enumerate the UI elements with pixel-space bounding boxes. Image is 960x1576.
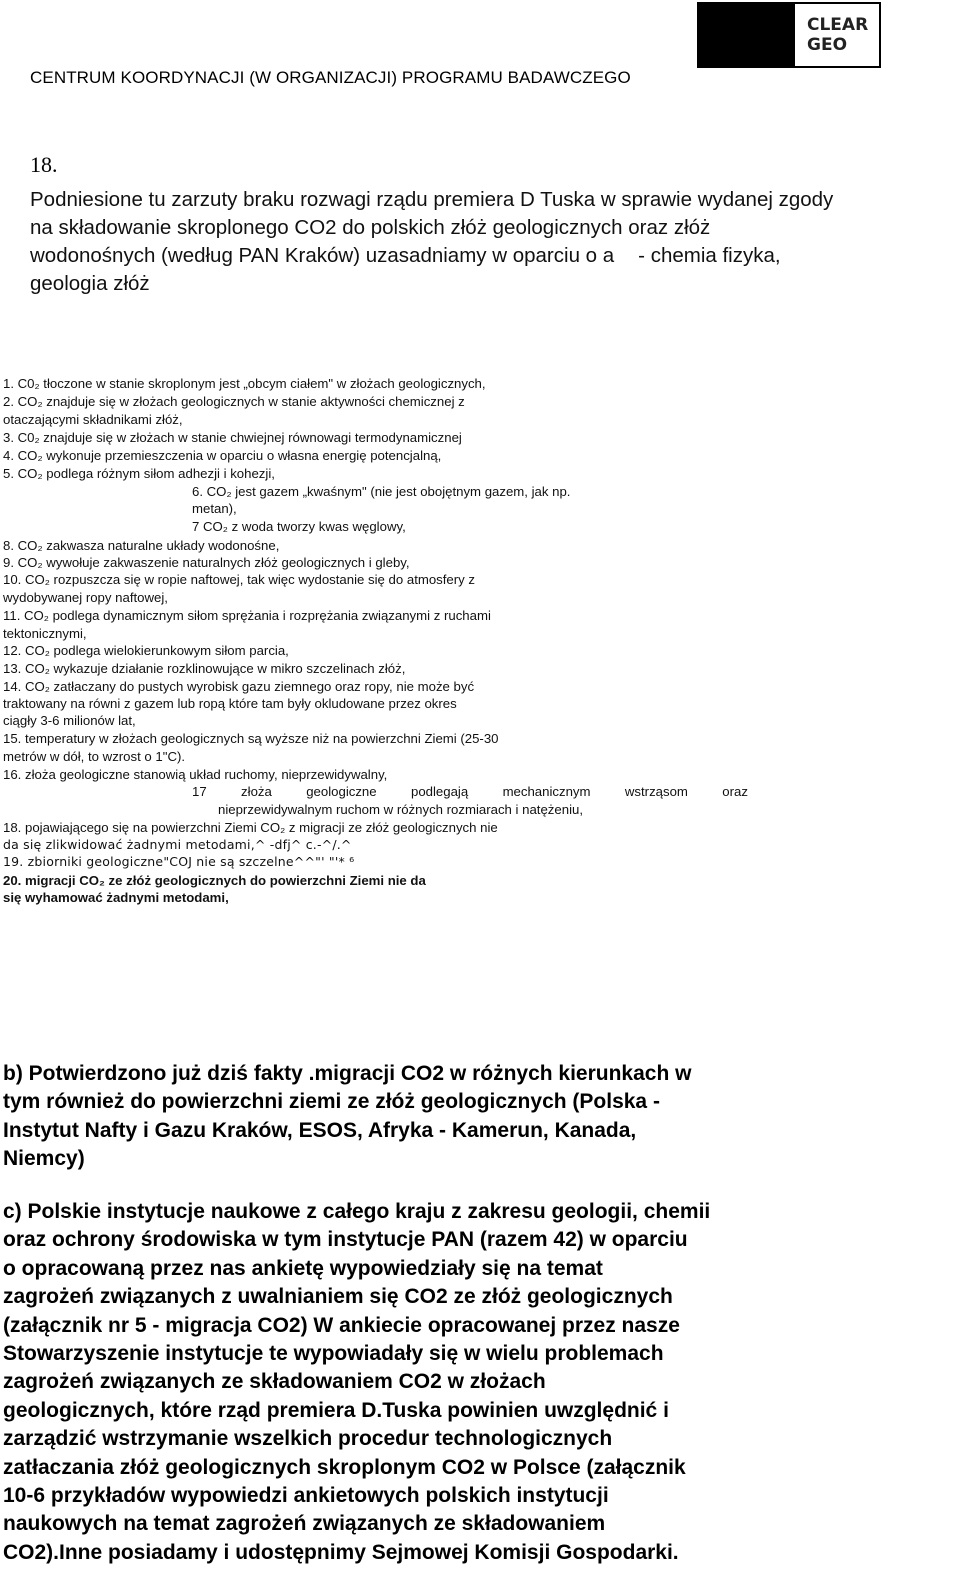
logo-line-1: CLEAR [807, 15, 869, 35]
list-item: 7 CO₂ z woda tworzy kwas węglowy, [192, 519, 406, 534]
list-item: 8. CO₂ zakwasza naturalne układy wodonośne, [3, 538, 280, 553]
section-b-paragraph [3, 1060, 843, 1174]
list-item: 12. CO₂ podlega wielokierunkowym siłom parcia, [3, 643, 289, 658]
intro-paragraph [30, 186, 960, 298]
word: mechanicznym [502, 784, 591, 799]
paragraph-line: CO2).Inne posiadamy i udostępnimy Sejmowej Komisji Gospodarki. [3, 1540, 679, 1564]
list-item: 15. temperatury w złożach geologicznych są wyższe niż na powierzchni Ziemi (25-30 [3, 731, 499, 746]
intro-line: Podniesione tu zarzuty braku rozwagi rządu premiera D Tuska w sprawie wydanej zgody [30, 188, 834, 211]
list-item-continuation: tektonicznymi, [3, 626, 87, 641]
word: geologiczne [306, 784, 377, 799]
list-item: 2. CO₂ znajduje się w złożach geologicznych w stanie aktywności chemicznej z [3, 394, 465, 409]
logo-text-box [795, 4, 879, 66]
list-item-continuation: nieprzewidywalnym ruchom w różnych rozmiarach i natężeniu, [218, 802, 584, 817]
list-item [192, 783, 748, 800]
list-item-continuation: się wyhamować żadnymi metodami, [3, 890, 229, 905]
paragraph-line: Instytut Nafty i Gazu Kraków, ESOS, Afryka - Kamerun, Kanada, [3, 1118, 637, 1142]
word: złoża [241, 784, 272, 799]
list-item: 18. pojawiającego się na powierzchni Ziemi CO₂ z migracji ze złóż geologicznych nie [3, 820, 498, 835]
paragraph-line: zagrożeń związanych z uwalnianiem się CO2 ze złóż geologicznych [3, 1285, 673, 1309]
document-header: CENTRUM KOORDYNACJI (W ORGANIZACJI) PROGRAMU BADAWCZEGO [30, 68, 631, 87]
paragraph-line: naukowych na temat zagrożeń związanych ze składowaniem [3, 1512, 606, 1536]
list-item-continuation: ciągły 3-6 milionów lat, [3, 713, 136, 728]
list-item: 20. migracji CO₂ ze złóż geologicznych do powierzchni Ziemi nie da [3, 873, 426, 888]
paragraph-line: zagrożeń związanych ze składowaniem CO2 w złożach [3, 1370, 546, 1394]
list-item: 16. złoża geologiczne stanowią układ ruchomy, nieprzewidywalny, [3, 767, 388, 782]
intro-line-part: - chemia fizyka, [638, 244, 781, 267]
paragraph-line: (załącznik nr 5 - migracja CO2) W ankiecie opracowanej przez nasze [3, 1313, 680, 1337]
list-item: 19. zbiorniki geologiczne"COJ nie są szczelne^^"' "'* ⁶ [3, 854, 355, 869]
list-item: 6. CO₂ jest gazem „kwaśnym" (nie jest obojętnym gazem, jak np. [192, 484, 571, 499]
list-item: 14. CO₂ zatłaczany do pustych wyrobisk gazu ziemnego oraz ropy, nie może być [3, 679, 475, 694]
list-item: 13. CO₂ wykazuje działanie rozklinowujące w mikro szczelinach złóż, [3, 661, 406, 676]
logo-line-2: GEO [807, 35, 848, 55]
paragraph-line: geologicznych, które rząd premiera D.Tuska powinien uwzględnić i [3, 1398, 669, 1422]
word: podlegają [410, 784, 469, 799]
paragraph-line: oraz ochrony środowiska w tym instytucje PAN (razem 42) w oparciu [3, 1228, 688, 1252]
word: 17 [192, 784, 207, 799]
list-item: 11. CO₂ podlega dynamicznym siłom sprężania i rozprężania związanymi z ruchami [3, 608, 491, 623]
intro-line [30, 242, 960, 270]
list-item-continuation: traktowany na równi z gazem lub ropą które tam były okludowane przez okres [3, 696, 457, 711]
paragraph-line: 10-6 przykładów wypowiedzi ankietowych polskich instytucji [3, 1484, 609, 1508]
intro-line: na składowanie skroplonego CO2 do polskich złóż geologicznych oraz złóż [30, 216, 711, 239]
list-item-continuation: wydobywanej ropy naftowej, [3, 590, 168, 605]
list-item-continuation: otaczającymi składnikami złóż, [3, 412, 183, 427]
paragraph-line: zatłaczania złóż geologicznych skroplonym CO2 w Polsce (załącznik [3, 1455, 686, 1479]
word: wstrząsom [624, 784, 688, 799]
list-item: 4. CO₂ wykonuje przemieszczenia w oparciu o własna energię potencjalną, [3, 448, 442, 463]
section-number: 18. [30, 152, 58, 177]
list-item: 3. C0₂ znajduje się w złożach w stanie chwiejnej równowagi termodynamicznej [3, 430, 462, 445]
paragraph-line: zarządzić wstrzymanie wszelkich procedur technologicznych [3, 1427, 613, 1451]
paragraph-line: o opracowaną przez nas ankietę wypowiedziały się na temat [3, 1256, 603, 1280]
list-item: 5. CO₂ podlega różnym siłom adhezji i kohezji, [3, 466, 275, 481]
intro-line: geologia złóż [30, 272, 150, 295]
section-c-paragraph [3, 1198, 843, 1567]
list-item: 9. CO₂ wywołuje zakwaszenie naturalnych złóż geologicznych i gleby, [3, 555, 410, 570]
paragraph-line: Stowarzyszenie instytucje te wypowiadały się w wielu problemach [3, 1342, 664, 1366]
list-item: 1. C0₂ tłoczone w stanie skroplonym jest „obcym ciałem" w złożach geologicznych, [3, 376, 486, 391]
paragraph-line: c) Polskie instytucje naukowe z całego kraju z zakresu geologii, chemii [3, 1200, 711, 1223]
list-item: 10. CO₂ rozpuszcza się w ropie naftowej, tak więc wydostanie się do atmosfery z [3, 572, 476, 587]
list-item-continuation: metan), [192, 501, 237, 516]
paragraph-line: Niemcy) [3, 1147, 85, 1171]
word: oraz [722, 784, 748, 799]
clear-geo-logo [697, 2, 881, 68]
paragraph-line: tym również do powierzchni ziemi ze złóż geologicznych (Polska - [3, 1090, 660, 1114]
list-item-continuation: metrów w dół, to wzrost o 1"C). [3, 749, 186, 764]
intro-line-part: wodonośnych (według PAN Kraków) uzasadniamy w oparciu o a [30, 244, 615, 267]
paragraph-line: b) Potwierdzono już dziś fakty .migracji CO2 w różnych kierunkach w [3, 1062, 692, 1085]
justified-line [192, 783, 748, 800]
list-item-continuation: da się zlikwidować żadnymi metodami,^ -dfj^ c.-^/.^ [3, 837, 352, 852]
